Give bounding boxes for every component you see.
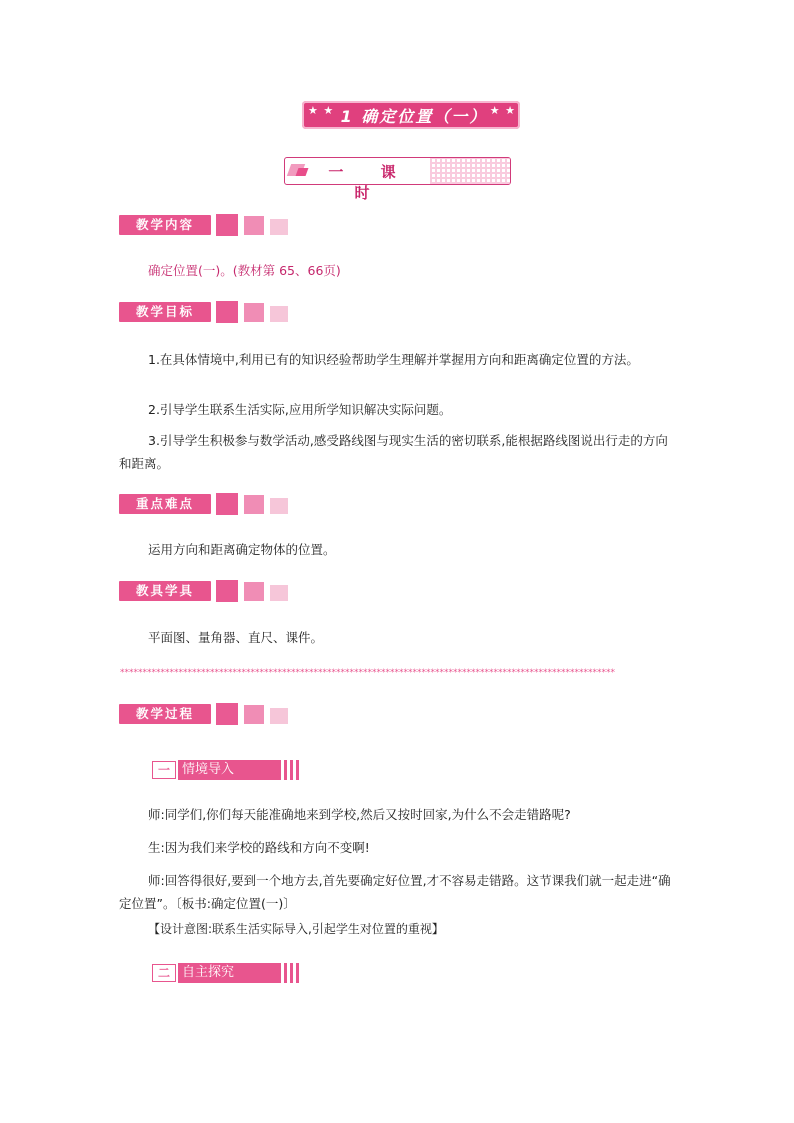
decoration-square bbox=[216, 580, 238, 602]
decoration-square bbox=[270, 306, 288, 322]
subtitle-text: 一 课 时 bbox=[328, 163, 412, 202]
design-note: 【设计意图:联系生活实际导入,引起学生对位置的重视】 bbox=[148, 922, 444, 936]
decoration-shape bbox=[296, 168, 309, 176]
star-icon: ★ ★ bbox=[489, 104, 516, 117]
decoration-square bbox=[216, 301, 238, 323]
section-heading-label: 重点难点 bbox=[119, 494, 211, 514]
lesson-title: 1 确定位置（一） bbox=[340, 107, 488, 126]
dialogue-line-3: 师:回答得很好,要到一个地方去,首先要确定好位置,才不容易走错路。这节课我们就一起走进“确定位置”。〔板书:确定位置(一)〕 bbox=[119, 873, 671, 911]
section-heading-label: 教学内容 bbox=[119, 215, 211, 235]
stripe-decoration bbox=[278, 963, 300, 983]
decoration-square bbox=[244, 705, 264, 724]
objective-item-3: 3.引导学生积极参与数学活动,感受路线图与现实生活的密切联系,能根据路线图说出行走的方向和距离。 bbox=[119, 433, 668, 471]
key-points-text: 运用方向和距离确定物体的位置。 bbox=[148, 542, 336, 557]
objective-item-1: 1.在具体情境中,利用已有的知识经验帮助学生理解并掌握用方向和距离确定位置的方法。 bbox=[148, 352, 639, 367]
decoration-square bbox=[244, 495, 264, 514]
decoration-square bbox=[270, 498, 288, 514]
decoration-square bbox=[216, 493, 238, 515]
title-banner bbox=[302, 101, 520, 129]
step-number: 二 bbox=[152, 964, 176, 982]
step-label: 情境导入 bbox=[178, 760, 278, 780]
star-divider: ************************************************************************************************************** bbox=[120, 668, 615, 678]
stripe-decoration bbox=[278, 760, 300, 780]
section-heading-label: 教学目标 bbox=[119, 302, 211, 322]
decoration-square bbox=[270, 219, 288, 235]
section-heading-label: 教学过程 bbox=[119, 704, 211, 724]
decoration-square bbox=[216, 214, 238, 236]
objective-item-2: 2.引导学生联系生活实际,应用所学知识解决实际问题。 bbox=[148, 402, 452, 417]
step-label: 自主探究 bbox=[178, 963, 278, 983]
decoration-square bbox=[244, 303, 264, 322]
star-icon: ★ ★ bbox=[308, 104, 335, 117]
decoration-square bbox=[270, 585, 288, 601]
step-number: 一 bbox=[152, 761, 176, 779]
grid-pattern-decoration bbox=[430, 158, 510, 184]
decoration-square bbox=[270, 708, 288, 724]
step-heading-1 bbox=[151, 760, 299, 780]
dialogue-line-2: 生:因为我们来学校的路线和方向不变啊! bbox=[148, 840, 370, 855]
decoration-square bbox=[244, 582, 264, 601]
tools-text: 平面图、量角器、直尺、课件。 bbox=[148, 630, 324, 645]
content-text: 确定位置(一)。(教材第 65、66页) bbox=[148, 263, 341, 278]
step-heading-2 bbox=[151, 963, 299, 983]
section-heading-label: 教具学具 bbox=[119, 581, 211, 601]
subtitle-box bbox=[284, 157, 511, 202]
decoration-square bbox=[216, 703, 238, 725]
dialogue-line-1: 师:同学们,你们每天能准确地来到学校,然后又按时回家,为什么不会走错路呢? bbox=[148, 807, 571, 822]
decoration-square bbox=[244, 216, 264, 235]
